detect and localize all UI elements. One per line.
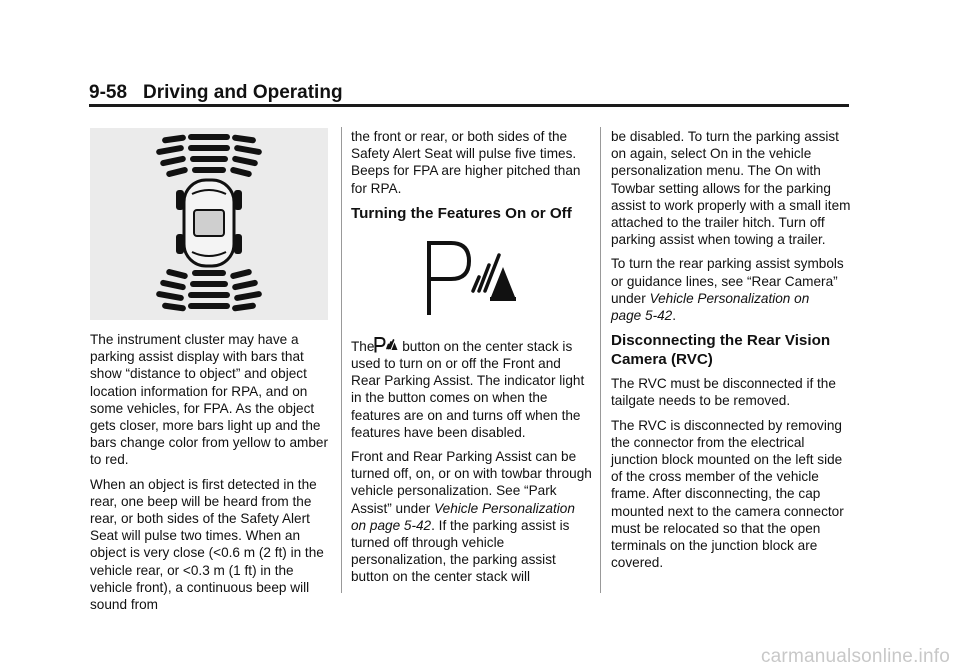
parking-assist-button-icon (423, 237, 519, 317)
page-number: 9-58 (89, 82, 128, 103)
column-3 (611, 128, 851, 578)
paragraph: The instrument cluster may have a parking assist display with bars that show “distance to object” and object location information for RPA, and on some vehicles, for FPA. As the object gets closer, more bars light up and the bars change color from yellow to amber to red. (90, 332, 328, 468)
paragraph: the front or rear, or both sides of the Safety Alert Seat will pulse five times. Beeps for FPA are higher pitched than for RPA. (351, 129, 581, 196)
column-divider-1 (341, 127, 342, 593)
parking-assist-display-icon (90, 128, 328, 320)
paragraph: Front and Rear Parking Assist can be turned off, on, or on with towbar through vehicle personalization. See “Park Assist” under Vehicle Personalization on page 5-42. If the parking assist is turned off through vehicle personalization, the parking assist button on the center stack will (351, 449, 592, 585)
section-title: Driving and Operating (143, 82, 343, 103)
parking-assist-display-figure (90, 128, 328, 320)
paragraph: The button on the center stack is used to turn on or off the Front and Rear Parking Assist. The indicator light in the button comes on when the features are on and turns off when the features have been disabled. (351, 338, 585, 440)
watermark: carmanualsonline.info (760, 646, 950, 667)
paragraph: The RVC is disconnected by removing the connector from the electrical junction block mounted on the left side of the cross member of the vehicle frame. After disconnecting, the cap mounted next to the camera connector must be relocated so that the open terminals on the junction block are covered. (611, 417, 844, 571)
column-divider-2 (600, 127, 601, 593)
parking-assist-inline-icon (374, 337, 398, 353)
header-rule (89, 104, 849, 107)
paragraph: be disabled. To turn the parking assist on again, select On in the vehicle personalization menu. The On with Towbar setting allows for the parking assist to work properly with a small item attached to the trailer hitch. Turn off parking assist when towing a trailer. (611, 129, 851, 248)
paragraph: To turn the rear parking assist symbols or guidance lines, see “Rear Camera” under Vehicle Personalization on page 5-42. (611, 256, 844, 324)
paragraph: When an object is first detected in the rear, one beep will be heard from the rear, or both sides of the Safety Alert Seat will pulse two times. When an object is very close (<0.6 m (2 ft) in the vehicle rear, or <0.3 m (1 ft) in the vehicle front), a continuous beep will sound from (90, 476, 324, 613)
cross-reference-link[interactable]: Vehicle Personalization on page 5-42 (611, 290, 810, 324)
paragraph: The RVC must be disconnected if the tailgate needs to be removed. (611, 376, 836, 409)
page-header (89, 82, 343, 104)
section-heading: Turning the Features On or Off (351, 204, 572, 222)
cross-reference-link[interactable]: Vehicle Personalization on page 5-42 (351, 500, 575, 533)
parking-assist-button-figure (351, 237, 593, 325)
column-2 (351, 128, 593, 593)
column-1 (90, 128, 336, 620)
section-heading: Disconnecting the Rear Vision Camera (RVC) (611, 332, 831, 369)
